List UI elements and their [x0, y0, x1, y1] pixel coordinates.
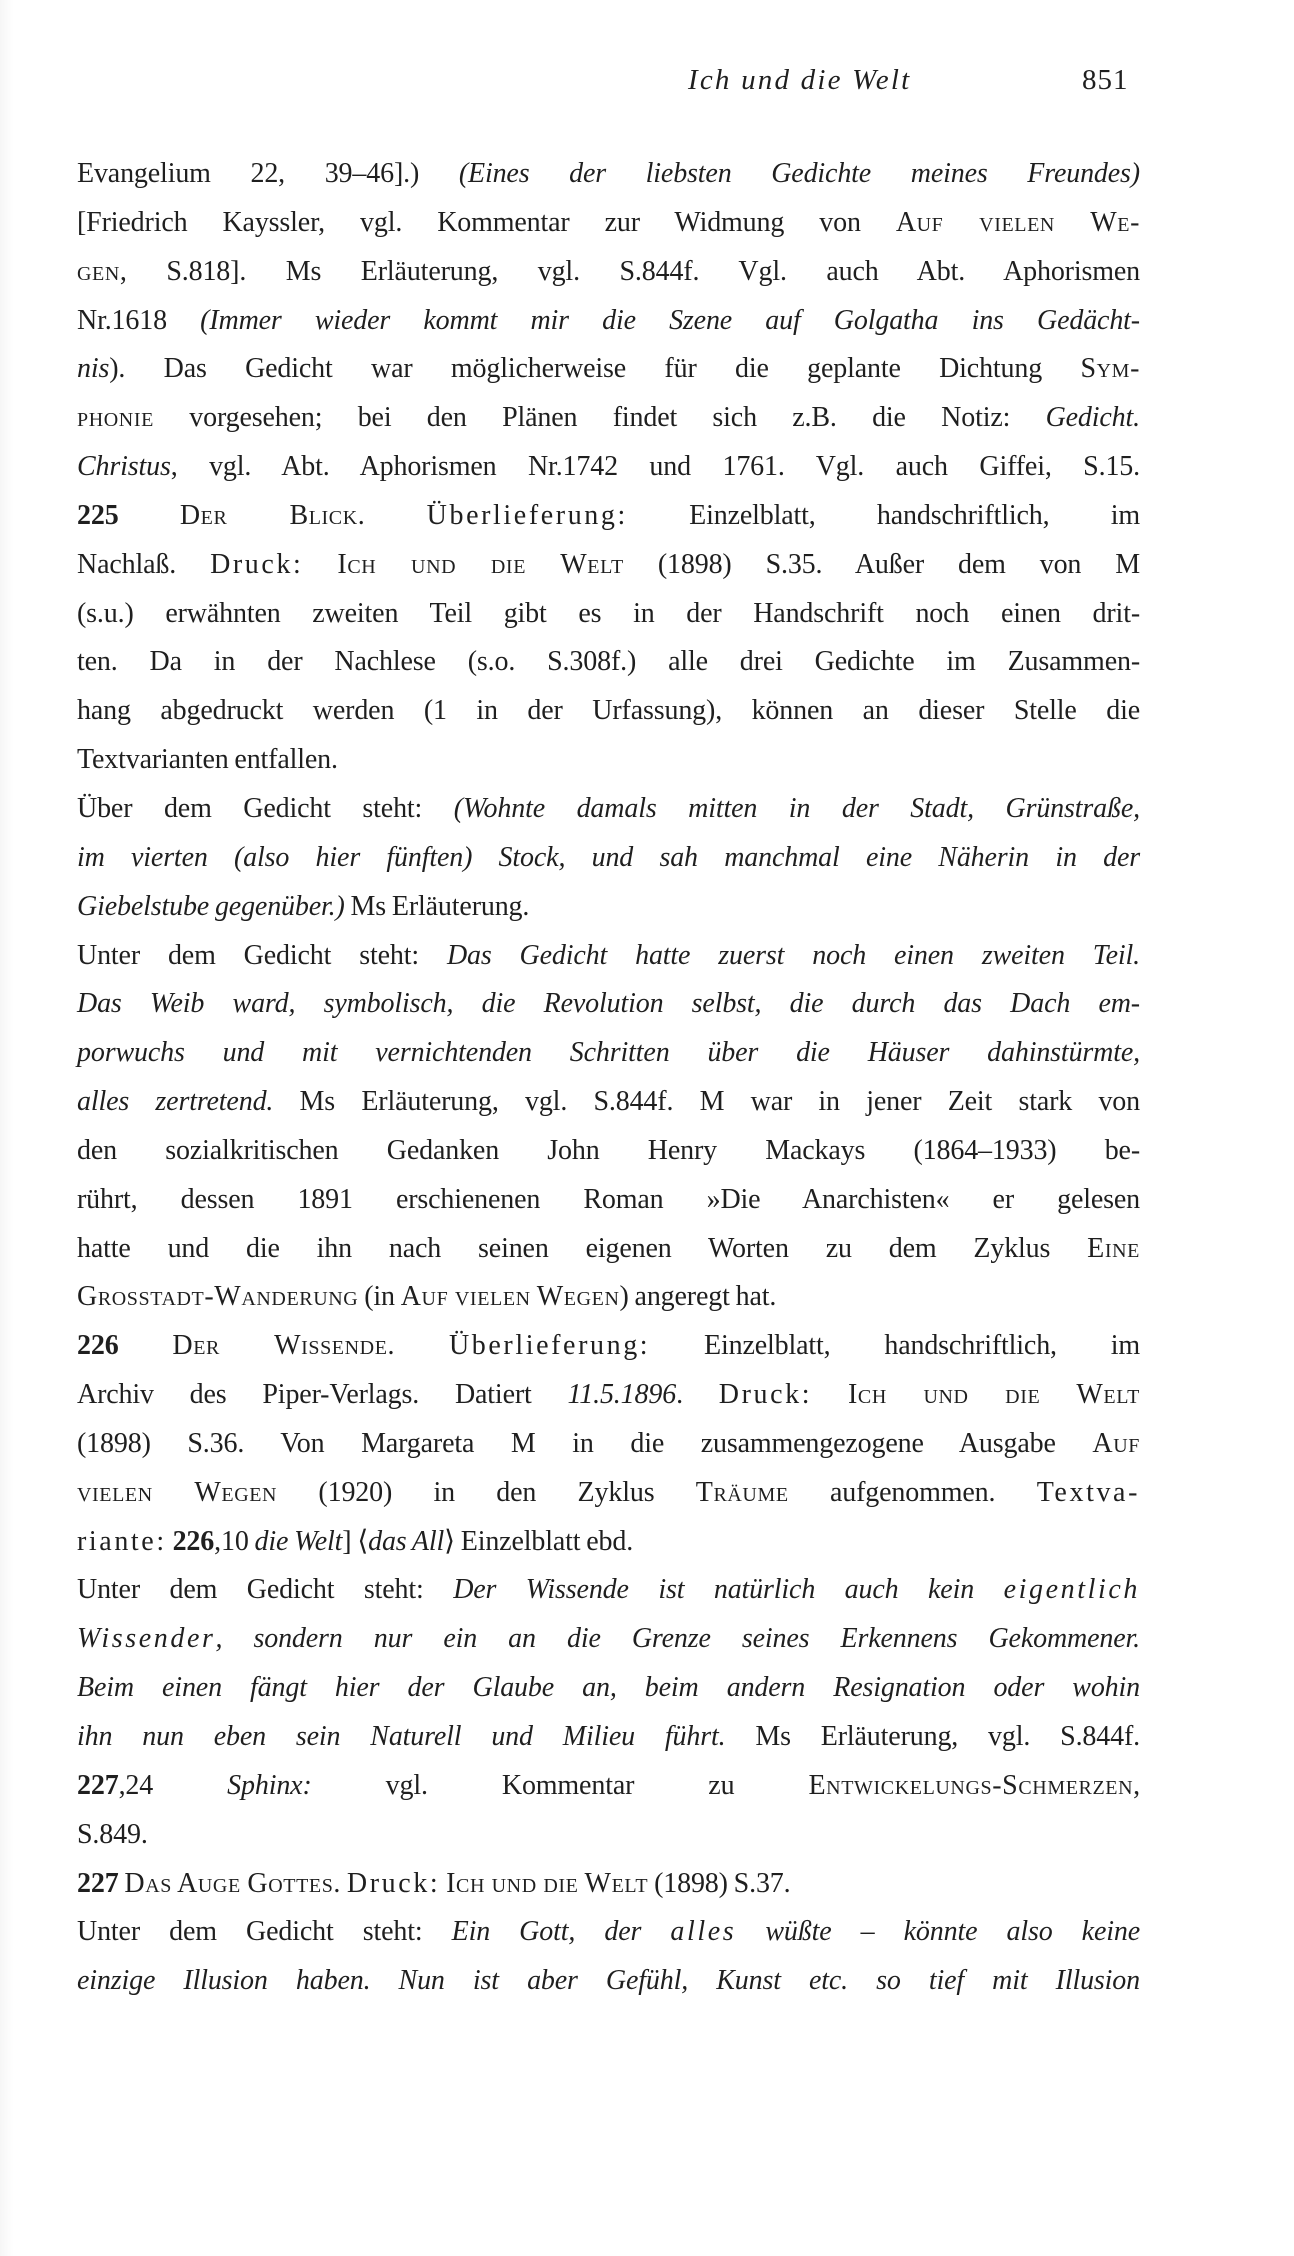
entry-number: 226 [77, 1330, 119, 1362]
text-run: Archiv des Piper-Verlags. Datiert [77, 1379, 568, 1411]
page-header [0, 58, 1294, 102]
text-run: ,10 [214, 1525, 255, 1557]
text-run: Unter dem Gedicht steht: [77, 1574, 454, 1606]
italic-text: 11.5.1896 [567, 1379, 677, 1411]
text-run: hatte und die ihn nach seinen eigenen Worten zu dem Zyklus [77, 1232, 1088, 1264]
text-run: aufgenommen. [788, 1476, 1037, 1508]
small-caps-title: Auf [1092, 1427, 1140, 1459]
text-line [77, 492, 1140, 541]
text-line [77, 1029, 1140, 1078]
entry-number: 226 [172, 1525, 215, 1557]
text-line [77, 932, 1140, 981]
spaced-italic-text: alles [670, 1916, 737, 1948]
text-run: ,24 [118, 1769, 228, 1801]
text-run: Ms Erläuterung, vgl. S.844f. M war in jener Zeit stark von [273, 1086, 1140, 1118]
small-caps-title: vielen Wegen [77, 1476, 278, 1508]
text-line [77, 1371, 1140, 1420]
small-caps-title: Ich und die Welt [446, 1867, 649, 1899]
italic-text: porwuchs und mit vernichtenden Schritten über die Häuser dahinstürmte, [77, 1037, 1140, 1069]
text-run: (s.u.) erwähnten zweiten Teil gibt es in der Handschrift noch einen drit- [77, 597, 1140, 629]
text-run: ⟩ Einzelblatt ebd. [444, 1525, 634, 1557]
page-number: 851 [1082, 64, 1129, 96]
italic-text: Sphinx: [227, 1769, 312, 1801]
spaced-label: Druck: [210, 548, 304, 580]
text-line [77, 1762, 1140, 1811]
text-line [77, 1518, 1140, 1567]
text-run: Ms Erläuterung. [344, 890, 530, 922]
text-line [77, 345, 1140, 394]
text-run: (1898) S.37. [648, 1867, 791, 1899]
italic-text: (Immer wieder kommt mir die Szene auf Golgatha ins Gedächt- [200, 304, 1140, 336]
text-run: ) angeregt hat. [619, 1281, 777, 1313]
text-run: Nachlaß. [77, 548, 211, 580]
small-caps-title: Der Wissende. [172, 1330, 396, 1362]
italic-text: Gedicht. [1045, 402, 1140, 434]
italic-text: die Welt [254, 1525, 343, 1557]
spaced-label: Überlieferung: [448, 1330, 651, 1362]
italic-text: Christus [77, 451, 171, 483]
spaced-italic-text: Wissender [77, 1623, 216, 1655]
text-line [77, 1908, 1140, 1957]
commentary-body [77, 150, 1140, 2006]
small-caps-title: Entwickelungs-Schmerzen [808, 1769, 1134, 1801]
text-run: rührt, dessen 1891 erschienenen Roman »Die Anarchisten« er gelesen [77, 1183, 1140, 1215]
text-run: . [676, 1379, 719, 1411]
entry-number: 227 [77, 1769, 119, 1801]
text-line [77, 443, 1140, 492]
text-line [77, 687, 1140, 736]
text-run: [Friedrich Kayssler, vgl. Kommentar zur Widmung von [77, 206, 896, 238]
text-run: Einzelblatt, handschriftlich, im [650, 1330, 1140, 1362]
italic-text: ihn nun eben sein Naturell und Milieu führt. [77, 1721, 726, 1752]
text-line [77, 980, 1140, 1029]
text-run [812, 1379, 848, 1410]
italic-text: Der Wissende ist natürlich auch kein [453, 1574, 1004, 1606]
text-line [77, 541, 1140, 590]
text-line [77, 1860, 1140, 1909]
text-line [77, 1420, 1140, 1469]
text-run: Textvarianten entfallen. [77, 744, 338, 776]
text-line [77, 297, 1140, 346]
text-run: , S.818]. Ms Erläuterung, vgl. S.844f. Vgl. auch Abt. Aphorismen [119, 255, 1140, 287]
text-line [77, 590, 1140, 639]
text-line [77, 1078, 1140, 1127]
text-run: ] ⟨ [342, 1525, 369, 1557]
small-caps-title: gen [77, 255, 120, 287]
small-caps-title: Auf vielen We- [895, 206, 1140, 238]
running-title: Ich und die Welt [688, 64, 912, 96]
italic-text: , sondern nur ein an die Grenze seines Erkennens Gekommener. [215, 1623, 1140, 1655]
small-caps-title: Sym- [1080, 353, 1140, 385]
italic-text: nis [77, 353, 110, 385]
entry-number: 225 [77, 499, 119, 531]
text-run [119, 1330, 173, 1361]
small-caps-title: Ich und die Welt [337, 548, 624, 580]
text-run: (1898) S.35. Außer dem von M [623, 548, 1141, 580]
small-caps-title: Der Blick. [179, 499, 366, 531]
text-run: (1898) S.36. Von Margareta M in die zusammengezogene Ausgabe [77, 1427, 1093, 1459]
text-line [77, 1273, 1140, 1322]
text-run: hang abgedruckt werden (1 in der Urfassung), können an dieser Stelle die [77, 695, 1140, 727]
spaced-label: Textva- [1036, 1476, 1140, 1508]
spaced-italic-text: eigentlich [1003, 1574, 1140, 1606]
text-line [77, 248, 1140, 297]
spaced-label: Überlieferung: [426, 499, 628, 531]
text-line [77, 785, 1140, 834]
italic-text: (Eines der liebsten Gedichte meines Freundes) [458, 158, 1140, 189]
text-line [77, 1811, 1140, 1860]
text-run: vorgesehen; bei den Plänen findet sich z.B. die Notiz: [153, 402, 1046, 434]
italic-text: alles zertretend. [77, 1086, 274, 1118]
text-line [77, 394, 1140, 443]
entry-number: 227 [77, 1867, 119, 1899]
text-line [77, 1225, 1140, 1274]
text-run: Über dem Gedicht steht: [77, 792, 454, 824]
spaced-label: Druck: [346, 1867, 441, 1899]
text-line [77, 1664, 1140, 1713]
italic-text: Ein Gott, der [451, 1916, 671, 1948]
text-run: Ms Erläuterung, vgl. S.844f. [725, 1721, 1140, 1752]
text-run [303, 549, 337, 580]
text-line [77, 834, 1140, 883]
small-caps-title: Ich und die Welt [847, 1379, 1140, 1411]
text-run: ten. Da in der Nachlese (s.o. S.308f.) alle drei Gedichte im Zusammen- [77, 646, 1140, 678]
text-run: Unter dem Gedicht steht: [77, 939, 447, 971]
text-run: (1920) in den Zyklus [277, 1476, 696, 1508]
text-line [77, 1615, 1140, 1664]
spaced-label: riante: [77, 1525, 167, 1557]
text-line [77, 736, 1140, 785]
small-caps-title: Träume [695, 1476, 789, 1508]
text-line [77, 1713, 1140, 1762]
small-caps-title: phonie [77, 402, 154, 434]
text-run: ). Das Gedicht war möglicherweise für die geplante Dichtung [109, 353, 1081, 385]
text-line [77, 150, 1140, 199]
text-line [77, 1469, 1140, 1518]
italic-text: wüßte – könnte also keine [736, 1916, 1140, 1948]
text-run [365, 500, 426, 531]
italic-text: das All [368, 1525, 445, 1557]
text-run: Unter dem Gedicht steht: [77, 1916, 452, 1948]
small-caps-title: Eine [1087, 1232, 1140, 1264]
italic-text: einzige Illusion haben. Nun ist aber Gefühl, Kunst etc. so tief mit Illusion [77, 1965, 1140, 1997]
small-caps-title: Das Auge Gottes. [124, 1867, 342, 1899]
text-run [119, 500, 180, 531]
text-run: , vgl. Abt. Aphorismen Nr.1742 und 1761. Vgl. auch Giffei, S.15. [170, 451, 1140, 483]
text-run: Evangelium 22, 39–46].) [77, 158, 459, 189]
text-line [77, 1322, 1140, 1371]
italic-text: Das Weib ward, symbolisch, die Revolution selbst, die durch das Dach em- [77, 988, 1140, 1020]
text-line [77, 1127, 1140, 1176]
text-line [77, 638, 1140, 687]
text-run: S.849. [77, 1818, 148, 1850]
text-run: Einzelblatt, handschriftlich, im [627, 499, 1140, 531]
text-line [77, 1566, 1140, 1615]
text-run: den sozialkritischen Gedanken John Henry Mackays (1864–1933) be- [77, 1134, 1140, 1166]
italic-text: Giebelstube gegenüber.) [77, 890, 345, 922]
text-line [77, 883, 1140, 932]
italic-text: im vierten (also hier fünften) Stock, und sah manchmal eine Näherin in der [77, 841, 1140, 873]
text-run: (in [358, 1281, 401, 1313]
text-line [77, 1176, 1140, 1225]
scan-shadow [0, 0, 14, 2256]
text-line [77, 1957, 1140, 2006]
text-run [395, 1330, 449, 1361]
text-run: vgl. Kommentar zu [311, 1769, 809, 1801]
text-line [77, 199, 1140, 248]
small-caps-title: Auf vielen Wegen [400, 1281, 620, 1313]
small-caps-title: Grosstadt-Wanderung [77, 1281, 359, 1313]
italic-text: Beim einen fängt hier der Glaube an, beim andern Resignation oder wohin [77, 1672, 1140, 1704]
text-run: Nr.1618 [77, 304, 201, 336]
text-run: , [1133, 1769, 1140, 1801]
italic-text: Das Gedicht hatte zuerst noch einen zweiten Teil. [446, 939, 1140, 971]
italic-text: (Wohnte damals mitten in der Stadt, Grünstraße, [453, 792, 1140, 824]
spaced-label: Druck: [718, 1379, 813, 1411]
